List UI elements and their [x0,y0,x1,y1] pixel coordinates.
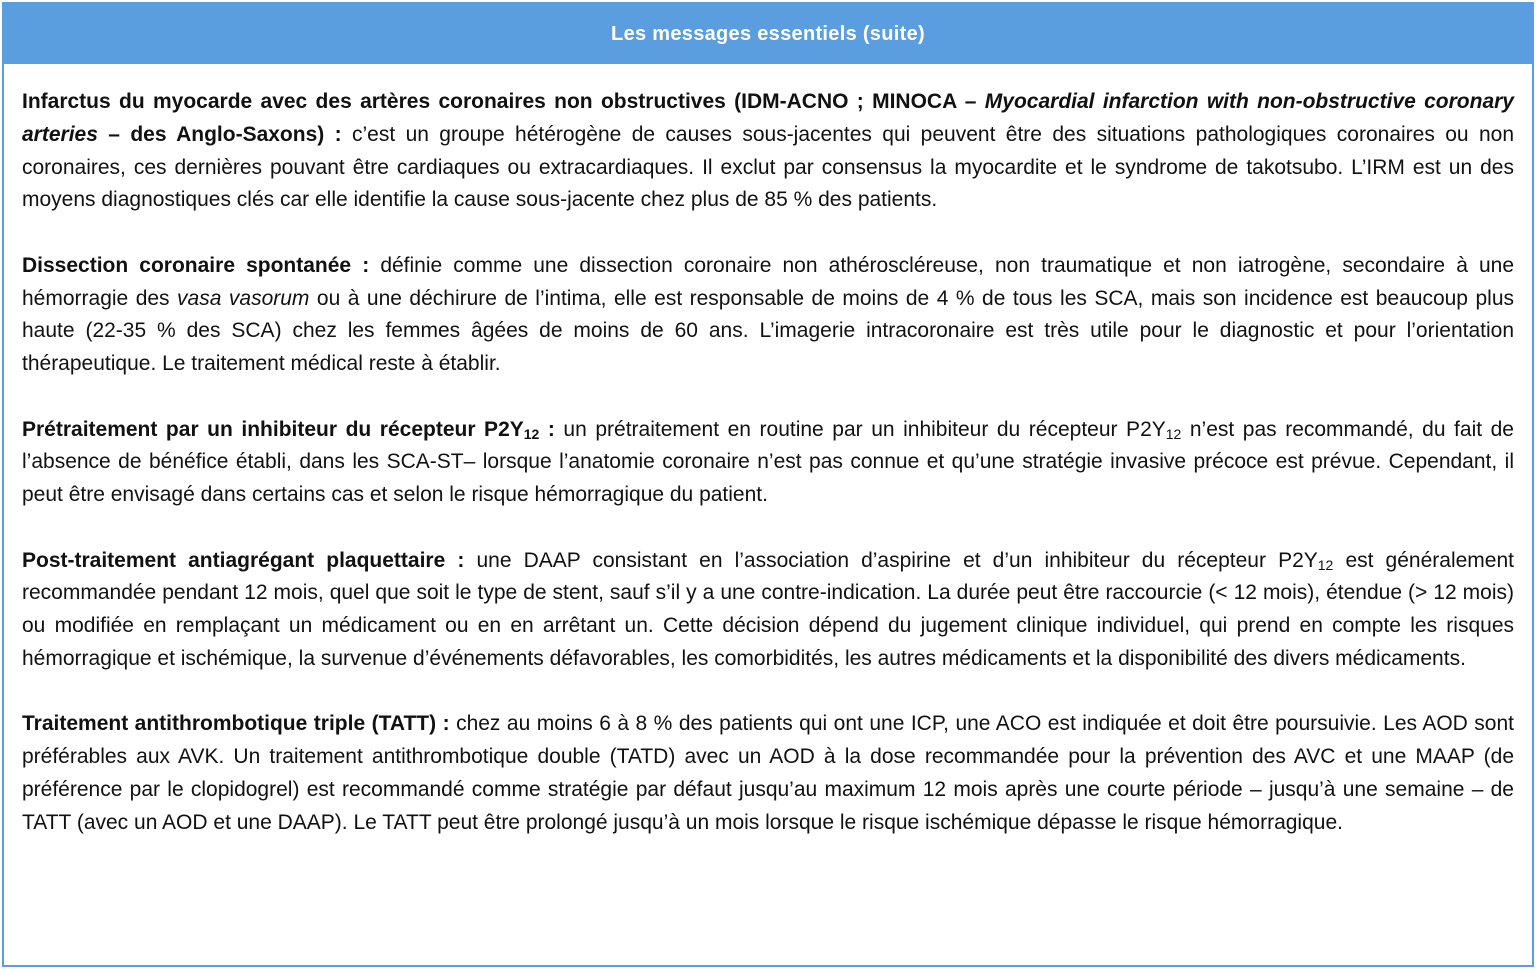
box-title: Les messages essentiels (suite) [611,22,925,45]
dissection-body-italic: vasa vasorum [177,286,310,310]
box-content [22,86,1514,872]
pretraitement-title-part-b: : [539,417,555,441]
paragraph-dissection [22,250,1514,381]
minoca-title-part-b: – des Anglo-Saxons) : [97,122,342,146]
posttraitement-body-subscript: 12 [1317,556,1334,573]
pretraitement-body-part-b: n’est pas recommandé, du fait de l’absence de bénéfice établi, dans les SCA-ST– lorsque l’anatomie coronaire n’est pas connue et qu’une stratégie invasive précoce est prévue. Cependant, il peut être envisagé dans certains cas et selon le risque hémorragique du patient. [22,417,1514,507]
pretraitement-title [22,418,555,441]
minoca-title-italic: Myocardial infarction with non-obstructive coronary arteries [22,90,1514,146]
pretraitement-body-part-a: un prétraitement en routine par un inhibiteur du récepteur P2Y [554,417,1166,441]
pretraitement-title-subscript: 12 [523,425,540,442]
paragraph-posttraitement [22,545,1514,676]
box-header [4,4,1532,64]
pretraitement-body-subscript: 12 [1165,425,1182,442]
posttraitement-title: Post-traitement antiagrégant plaquettaire : [22,548,465,572]
pretraitement-title-part-a: Prétraitement par un inhibiteur du récepteur P2Y [22,417,524,441]
tatt-title: Traitement antithrombotique triple (TATT) : [22,712,450,736]
paragraph-tatt [22,708,1514,839]
tatt-body: chez au moins 6 à 8 % des patients qui ont une ICP, une ACO est indiquée et doit être poursuivie. Les AOD sont préférables aux AVK. Un traitement antithrombotique double (TATD) avec un AOD à la dose recommandée pour la prévention des AVC et une MAAP (de préférence par le clopidogrel) est recommandé comme stratégie par défaut jusqu’au maximum 12 mois après une courte période – jusqu’à une semaine – de TATT (avec un AOD et une DAAP). Le TATT peut être prolongé jusqu’à un mois lorsque le risque ischémique dépasse le risque hémorragique. [22,712,1514,834]
key-messages-box [2,2,1534,967]
dissection-body-part-b: ou à une déchirure de l’intima, elle est responsable de moins de 4 % de tous les SCA, mais son incidence est beaucoup plus haute (22-35 % des SCA) chez les femmes âgées de moins de 60 ans. L’imagerie intracoronaire est très utile pour le diagnostic et pour l’orientation thérapeutique. Le traitement médical reste à établir. [22,286,1514,376]
posttraitement-body-part-b: est généralement recommandée pendant 12 mois, quel que soit le type de stent, sauf s’il y a une contre-indication. La durée peut être raccourcie (< 12 mois), étendue (> 12 mois) ou modifiée en remplaçant un médicament ou en en arrêtant un. Cette décision dépend du jugement clinique individuel, qui prend en compte les risques hémorragique et ischémique, la survenue d’événements défavorables, les comorbidités, les autres médicaments et la disponibilité des divers médicaments. [22,548,1514,670]
minoca-title-part-a: Infarctus du myocarde avec des artères coronaires non obstructives (IDM-ACNO ; MINOCA – [22,90,985,113]
dissection-body-part-a: définie comme une dissection coronaire non athéroscléreuse, non traumatique et non iatrogène, secondaire à une hémorragie des [22,253,1515,310]
posttraitement-body-part-a: une DAAP consistant en l’association d’aspirine et d’un inhibiteur du récepteur P2Y [464,548,1318,572]
paragraph-minoca [22,86,1514,217]
dissection-title: Dissection coronaire spontanée : [22,253,370,277]
paragraph-pretraitement [22,414,1514,512]
minoca-body: c’est un groupe hétérogène de causes sous-jacentes qui peuvent être des situations pathologiques coronaires ou non coronaires, ces dernières pouvant être cardiaques ou extracardiaques. Il exclut par consensus la myocardite et le syndrome de takotsubo. L’IRM est un des moyens diagnostiques clés car elle identifie la cause sous-jacente chez plus de 85 % des patients. [22,122,1514,212]
